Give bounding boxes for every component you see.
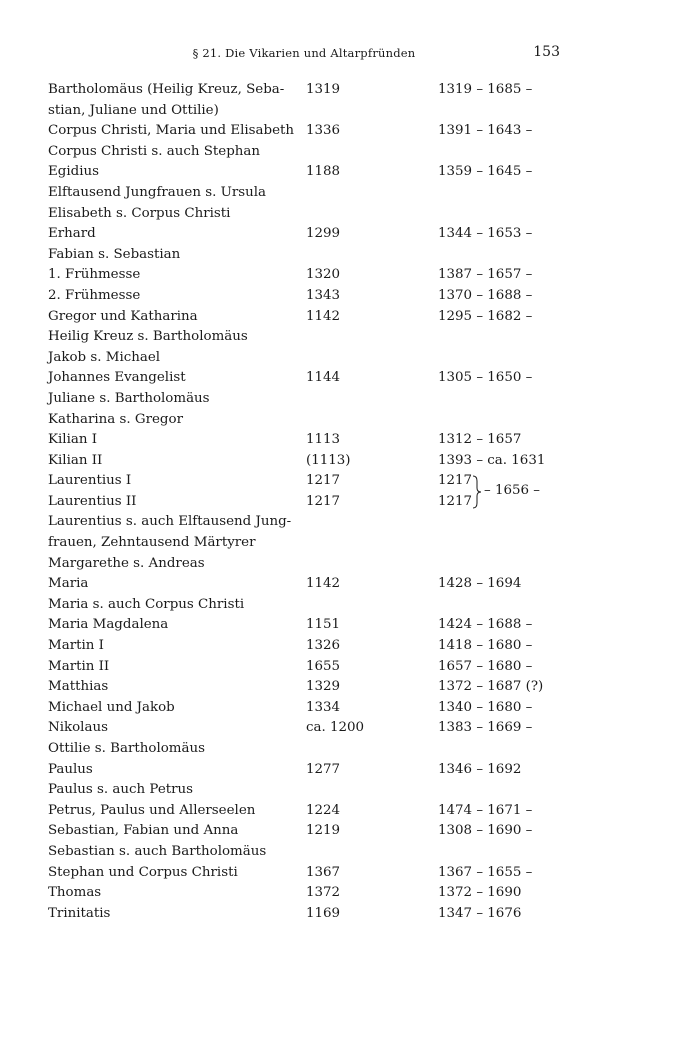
list-item xyxy=(48,348,568,369)
list-item xyxy=(48,574,568,595)
list-item xyxy=(48,286,568,307)
altar-name: Maria xyxy=(48,576,89,592)
list-item xyxy=(48,821,568,842)
altar-name: Matthias xyxy=(48,679,109,695)
list-item xyxy=(48,265,568,286)
altar-name: Sebastian, Fabian und Anna xyxy=(48,823,239,839)
altar-name: Elisabeth s. Corpus Christi xyxy=(48,205,231,221)
documented-range: 1383 – 1669 – xyxy=(438,720,533,736)
list-item xyxy=(48,492,568,513)
altar-name: Katharina s. Gregor xyxy=(48,411,183,427)
documented-range: 1295 – 1682 – xyxy=(438,308,533,324)
list-item xyxy=(48,307,568,328)
altar-name: Jakob s. Michael xyxy=(48,349,161,365)
founding-year: 1372 xyxy=(306,885,341,901)
list-item xyxy=(48,904,568,925)
altar-name: Bartholomäus (Heilig Kreuz, Seba- xyxy=(48,82,285,97)
altar-name: 1. Frühmesse xyxy=(48,267,141,283)
founding-year: 1655 xyxy=(306,658,341,674)
list-item xyxy=(48,883,568,904)
altar-name: Gregor und Katharina xyxy=(48,308,198,324)
founding-year: 1326 xyxy=(306,638,341,654)
documented-range: 1657 – 1680 – xyxy=(438,658,533,674)
list-item xyxy=(48,533,568,554)
altar-name: Ottilie s. Bartholomäus xyxy=(48,741,205,756)
list-item xyxy=(48,162,568,183)
brace-shared-range: – 1656 – xyxy=(484,483,540,499)
list-item xyxy=(48,698,568,719)
documented-range: 1424 – 1688 – xyxy=(438,617,533,633)
list-item xyxy=(48,760,568,781)
altar-name: Trinitatis xyxy=(48,905,111,921)
list-item xyxy=(48,142,568,163)
list-item xyxy=(48,615,568,636)
altar-name: Stephan und Corpus Christi xyxy=(48,864,238,880)
founding-year: 1151 xyxy=(306,617,341,633)
documented-range: 1474 – 1671 – xyxy=(438,802,533,818)
altar-name: Laurentius II xyxy=(48,493,137,509)
running-header xyxy=(48,44,560,64)
documented-range: 1372 – 1690 xyxy=(438,885,522,901)
altar-name: Thomas xyxy=(48,885,102,901)
altar-name: Paulus xyxy=(48,761,93,777)
list-item xyxy=(48,389,568,410)
founding-year: 1224 xyxy=(306,802,341,818)
altar-name: Heilig Kreuz s. Bartholomäus xyxy=(48,329,248,345)
vicarage-list xyxy=(48,80,568,924)
list-item xyxy=(48,368,568,389)
altar-name: Paulus s. auch Petrus xyxy=(48,782,194,798)
founding-year: 1299 xyxy=(306,226,341,242)
altar-name: Martin I xyxy=(48,638,104,654)
altar-name: Johannes Evangelist xyxy=(48,370,186,386)
documented-range: 1359 – 1645 – xyxy=(438,164,533,180)
altar-name: Corpus Christi, Maria und Elisabeth xyxy=(48,123,295,139)
list-item xyxy=(48,183,568,204)
altar-name: Maria Magdalena xyxy=(48,617,169,633)
altar-name: frauen, Zehntausend Märtyrer xyxy=(48,535,256,551)
documented-range: 1367 – 1655 – xyxy=(438,864,533,880)
altar-name: Margarethe s. Andreas xyxy=(48,555,205,571)
list-item xyxy=(48,636,568,657)
founding-year: 1329 xyxy=(306,679,341,695)
documented-range: 1347 – 1676 xyxy=(438,905,522,921)
list-item xyxy=(48,842,568,863)
founding-year: 1142 xyxy=(306,576,341,592)
list-item xyxy=(48,80,568,101)
documented-range: 1418 – 1680 – xyxy=(438,638,533,654)
founding-year: 1319 xyxy=(306,82,341,97)
founding-year: 1144 xyxy=(306,370,341,386)
documented-range: 1312 – 1657 xyxy=(438,432,522,448)
documented-range: 1344 – 1653 – xyxy=(438,226,533,242)
altar-name: Fabian s. Sebastian xyxy=(48,246,181,262)
list-item xyxy=(48,204,568,225)
founding-year: 1169 xyxy=(306,905,341,921)
altar-name: 2. Frühmesse xyxy=(48,287,141,303)
founding-year: 1277 xyxy=(306,761,341,777)
list-item xyxy=(48,739,568,760)
documented-range: 1387 – 1657 – xyxy=(438,267,533,283)
altar-name: Egidius xyxy=(48,164,99,180)
altar-name: Nikolaus xyxy=(48,720,108,736)
documented-range: 1308 – 1690 – xyxy=(438,823,533,839)
altar-name: Martin II xyxy=(48,658,110,674)
founding-year: 1336 xyxy=(306,123,341,139)
altar-name: Petrus, Paulus und Allerseelen xyxy=(48,802,256,818)
founding-year: 1334 xyxy=(306,699,341,715)
altar-name: Laurentius I xyxy=(48,473,132,489)
documented-range: 1305 – 1650 – xyxy=(438,370,533,386)
founding-year: 1113 xyxy=(306,432,341,448)
founding-year: 1217 xyxy=(306,493,341,509)
altar-name: stian, Juliane und Ottilie) xyxy=(48,102,219,118)
altar-name: Elftausend Jungfrauen s. Ursula xyxy=(48,184,267,200)
list-item xyxy=(48,327,568,348)
altar-name: Maria s. auch Corpus Christi xyxy=(48,596,245,612)
list-item xyxy=(48,224,568,245)
documented-range: 1319 – 1685 – xyxy=(438,82,533,97)
documented-range: 1346 – 1692 xyxy=(438,761,522,777)
brace-year-laurentius-ii: 1217 xyxy=(438,493,473,509)
documented-range: 1372 – 1687 (?) xyxy=(438,679,544,695)
list-item xyxy=(48,430,568,451)
founding-year: 1217 xyxy=(306,473,341,489)
founding-year: 1142 xyxy=(306,308,341,324)
altar-name: Laurentius s. auch Elftausend Jung- xyxy=(48,514,292,530)
founding-year: (1113) xyxy=(306,452,351,468)
list-item xyxy=(48,451,568,472)
altar-name: Erhard xyxy=(48,226,96,242)
documented-range: 1393 – ca. 1631 xyxy=(438,452,546,468)
list-item xyxy=(48,718,568,739)
list-item xyxy=(48,677,568,698)
list-item xyxy=(48,657,568,678)
list-item xyxy=(48,595,568,616)
list-item xyxy=(48,121,568,142)
altar-name: Juliane s. Bartholomäus xyxy=(48,390,210,406)
documented-range: 1340 – 1680 – xyxy=(438,699,533,715)
founding-year: ca. 1200 xyxy=(306,720,365,736)
header-title: § 21. Die Vikarien und Altarpfründen xyxy=(192,46,416,60)
founding-year: 1320 xyxy=(306,267,341,283)
documented-range: 1370 – 1688 – xyxy=(438,287,533,303)
brace-year-laurentius-i: 1217 xyxy=(438,473,473,489)
list-item xyxy=(48,512,568,533)
founding-year: 1188 xyxy=(306,164,341,180)
list-item xyxy=(48,245,568,266)
altar-name: Sebastian s. auch Bartholomäus xyxy=(48,843,267,859)
list-item xyxy=(48,101,568,122)
list-item xyxy=(48,780,568,801)
altar-name: Kilian II xyxy=(48,452,103,468)
founding-year: 1219 xyxy=(306,823,341,839)
list-item xyxy=(48,863,568,884)
documented-range: 1428 – 1694 xyxy=(438,576,522,592)
list-item xyxy=(48,410,568,431)
altar-name: Kilian I xyxy=(48,432,98,448)
altar-name: Michael und Jakob xyxy=(48,699,175,715)
list-item xyxy=(48,554,568,575)
documented-range: 1391 – 1643 – xyxy=(438,123,533,139)
founding-year: 1343 xyxy=(306,287,341,303)
list-item xyxy=(48,801,568,822)
altar-name: Corpus Christi s. auch Stephan xyxy=(48,143,261,159)
founding-year: 1367 xyxy=(306,864,341,880)
page-number: 153 xyxy=(533,44,560,60)
